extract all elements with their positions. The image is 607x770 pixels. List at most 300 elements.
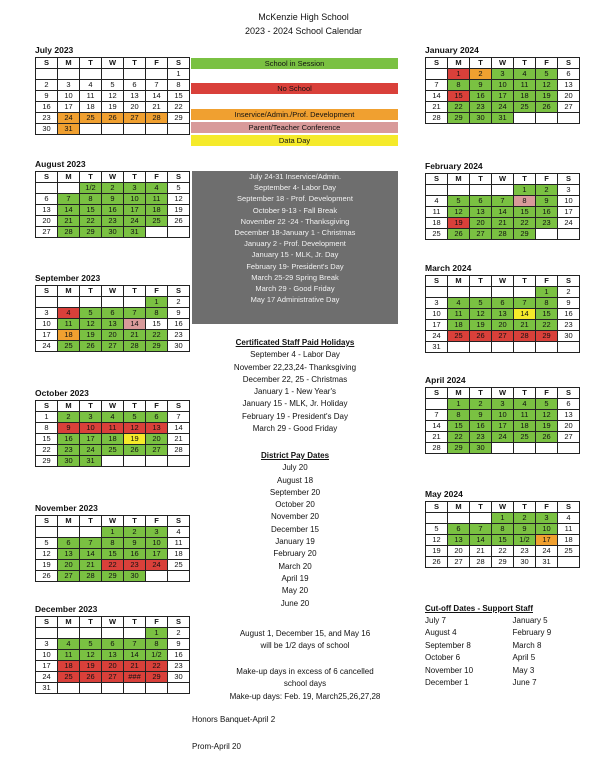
event-item: November 22 -24 - Thanksgiving — [240, 216, 350, 226]
week-row — [426, 229, 580, 240]
makeup-note — [195, 666, 415, 703]
day-cell: 11 — [80, 91, 102, 102]
day-cell: 8 — [80, 194, 102, 205]
day-cell: 5 — [168, 183, 190, 194]
day-cell: 15 — [492, 535, 514, 546]
day-cell: 3 — [58, 80, 80, 91]
weekday-label: T — [80, 401, 102, 412]
day-cell: 4 — [80, 80, 102, 91]
day-cell — [426, 287, 448, 298]
day-cell: 21 — [492, 218, 514, 229]
cutoff-date: July 7 — [425, 616, 446, 625]
month-title: May 2024 — [425, 489, 463, 499]
day-cell — [102, 69, 124, 80]
weekday-header — [36, 286, 190, 297]
week-row — [426, 546, 580, 557]
day-cell: 6 — [102, 308, 124, 319]
day-cell: 26 — [426, 557, 448, 568]
cutoff-row — [425, 615, 600, 627]
week-row — [36, 445, 190, 456]
day-cell: 9 — [124, 538, 146, 549]
month-title: April 2024 — [425, 375, 466, 385]
day-cell: 22 — [80, 216, 102, 227]
week-row — [36, 341, 190, 352]
weekday-label: T — [514, 174, 536, 185]
day-cell: 31 — [124, 227, 146, 238]
day-cell: 23 — [514, 546, 536, 557]
day-cell: 14 — [470, 535, 492, 546]
weekday-label: S — [168, 516, 190, 527]
month-sep — [35, 273, 190, 352]
week-row — [36, 330, 190, 341]
month-jan — [425, 45, 580, 124]
day-cell: 19 — [36, 560, 58, 571]
month-title: January 2024 — [425, 45, 479, 55]
day-cell: 20 — [124, 102, 146, 113]
day-cell: 21 — [426, 102, 448, 113]
day-cell: 21 — [514, 320, 536, 331]
weekday-label: W — [102, 172, 124, 183]
pay-date: March 20 — [278, 561, 312, 571]
day-cell: 24 — [558, 218, 580, 229]
day-cell: 1 — [168, 69, 190, 80]
day-cell: 30 — [470, 443, 492, 454]
day-cell: 20 — [146, 434, 168, 445]
day-cell: 6 — [146, 412, 168, 423]
month-grid — [425, 501, 580, 568]
weekday-label: F — [536, 502, 558, 513]
day-cell — [470, 342, 492, 353]
day-cell: 19 — [80, 661, 102, 672]
month-title: July 2023 — [35, 45, 74, 55]
day-cell: 14 — [426, 91, 448, 102]
day-cell: 16 — [558, 309, 580, 320]
day-cell: 24 — [492, 102, 514, 113]
week-row — [36, 69, 190, 80]
day-cell: 2 — [168, 628, 190, 639]
holiday-item: December 22, 25 - Christmas — [242, 374, 348, 384]
day-cell: 19 — [426, 546, 448, 557]
day-cell: 24 — [536, 546, 558, 557]
event-item: March 25-29 Spring Break — [251, 272, 339, 282]
weekday-label: S — [426, 174, 448, 185]
week-row — [426, 287, 580, 298]
weekday-label: F — [536, 388, 558, 399]
week-row — [36, 227, 190, 238]
day-cell: 13 — [58, 549, 80, 560]
week-row — [426, 513, 580, 524]
month-title: March 2024 — [425, 263, 472, 273]
day-cell: 9 — [470, 410, 492, 421]
day-cell: 13 — [558, 80, 580, 91]
day-cell: 28 — [426, 443, 448, 454]
day-cell: 22 — [146, 661, 168, 672]
event-item: February 19- President's Day — [246, 261, 344, 271]
day-cell — [80, 297, 102, 308]
day-cell: 19 — [448, 218, 470, 229]
day-cell: 20 — [558, 91, 580, 102]
day-cell — [514, 113, 536, 124]
day-cell: 1 — [146, 297, 168, 308]
day-cell: 31 — [58, 124, 80, 135]
week-row — [426, 102, 580, 113]
day-cell: 2 — [470, 399, 492, 410]
day-cell: 30 — [36, 124, 58, 135]
day-cell: 17 — [426, 320, 448, 331]
holiday-item: January 1 - New Year's — [253, 387, 336, 397]
month-title: February 2024 — [425, 161, 483, 171]
weekday-label: W — [102, 516, 124, 527]
weekday-label: S — [558, 276, 580, 287]
day-cell: 5 — [536, 399, 558, 410]
day-cell: 2 — [36, 80, 58, 91]
weekday-label: S — [36, 401, 58, 412]
day-cell: 15 — [514, 207, 536, 218]
weekday-header — [426, 58, 580, 69]
pay-date: January 19 — [275, 537, 315, 547]
day-cell — [36, 183, 58, 194]
weekday-label: W — [492, 276, 514, 287]
day-cell: 13 — [102, 319, 124, 330]
day-cell: 13 — [124, 91, 146, 102]
day-cell: 28 — [426, 113, 448, 124]
day-cell: 10 — [536, 524, 558, 535]
day-cell: 2 — [58, 412, 80, 423]
day-cell: 6 — [102, 639, 124, 650]
day-cell: 4 — [146, 183, 168, 194]
week-row — [426, 218, 580, 229]
day-cell: 23 — [536, 218, 558, 229]
month-title: September 2023 — [35, 273, 101, 283]
weekday-label: T — [470, 388, 492, 399]
day-cell: 4 — [514, 69, 536, 80]
day-cell: 1 — [536, 287, 558, 298]
day-cell: 22 — [514, 218, 536, 229]
week-row — [426, 320, 580, 331]
day-cell: 11 — [146, 194, 168, 205]
day-cell: 7 — [492, 196, 514, 207]
day-cell: 22 — [102, 560, 124, 571]
month-nov — [35, 503, 190, 582]
month-title: August 2023 — [35, 159, 86, 169]
pay-date: September 20 — [269, 487, 321, 497]
weekday-header — [426, 388, 580, 399]
legend-data-day: Data Day — [191, 135, 398, 146]
week-row — [426, 309, 580, 320]
day-cell: 11 — [168, 538, 190, 549]
day-cell: 6 — [470, 196, 492, 207]
week-row — [36, 560, 190, 571]
weekday-header — [426, 276, 580, 287]
day-cell: 10 — [124, 194, 146, 205]
day-cell — [448, 342, 470, 353]
makeup-line: Make-up days in excess of 6 cancelled — [236, 667, 374, 676]
day-cell — [448, 185, 470, 196]
day-cell — [536, 113, 558, 124]
day-cell: 6 — [492, 298, 514, 309]
cutoff-row — [425, 640, 600, 652]
month-mar — [425, 263, 580, 353]
day-cell: 6 — [36, 194, 58, 205]
week-row — [36, 113, 190, 124]
day-cell: 23 — [168, 661, 190, 672]
day-cell — [36, 69, 58, 80]
weekday-label: F — [146, 286, 168, 297]
week-row — [426, 399, 580, 410]
day-cell — [58, 183, 80, 194]
weekday-label: S — [168, 401, 190, 412]
weekday-label: T — [514, 58, 536, 69]
weekday-label: W — [492, 174, 514, 185]
cutoff-date: June 7 — [512, 677, 537, 687]
weekday-label: T — [124, 58, 146, 69]
week-row — [426, 535, 580, 546]
cutoff-title: Cut-off Dates - Support Staff — [425, 604, 533, 613]
day-cell: 11 — [514, 80, 536, 91]
day-cell: 5 — [470, 298, 492, 309]
day-cell: 3 — [492, 399, 514, 410]
day-cell: 30 — [168, 672, 190, 683]
day-cell: 16 — [124, 549, 146, 560]
day-cell: 11 — [58, 650, 80, 661]
day-cell: 3 — [492, 69, 514, 80]
day-cell: 12 — [124, 423, 146, 434]
day-cell: 19 — [80, 330, 102, 341]
day-cell: 4 — [102, 412, 124, 423]
day-cell: 30 — [470, 113, 492, 124]
day-cell: 10 — [36, 319, 58, 330]
day-cell — [536, 443, 558, 454]
weekday-label: S — [36, 286, 58, 297]
day-cell: 23 — [558, 320, 580, 331]
cutoff-date: May 3 — [512, 665, 535, 675]
day-cell: 28 — [124, 341, 146, 352]
day-cell: 8 — [536, 298, 558, 309]
day-cell: 3 — [146, 527, 168, 538]
day-cell — [80, 69, 102, 80]
day-cell — [492, 185, 514, 196]
day-cell: 10 — [80, 423, 102, 434]
day-cell: 25 — [514, 102, 536, 113]
weekday-header — [36, 401, 190, 412]
month-aug — [35, 159, 190, 238]
day-cell: 7 — [80, 538, 102, 549]
week-row — [36, 527, 190, 538]
day-cell — [80, 683, 102, 694]
day-cell: 4 — [448, 298, 470, 309]
event-item: January 2 - Prof. Development — [244, 239, 346, 249]
half-days-line: will be 1/2 days of school — [260, 641, 350, 651]
day-cell: 26 — [536, 432, 558, 443]
week-row — [36, 297, 190, 308]
day-cell: 24 — [492, 432, 514, 443]
month-title: December 2023 — [35, 604, 98, 614]
day-cell: 9 — [102, 194, 124, 205]
legend-in-session: School in Session — [191, 58, 398, 69]
week-row — [36, 308, 190, 319]
day-cell: 18 — [448, 320, 470, 331]
day-cell: 3 — [36, 639, 58, 650]
day-cell: 1/2 — [146, 650, 168, 661]
weekday-label: S — [426, 502, 448, 513]
day-cell — [558, 443, 580, 454]
day-cell: 29 — [448, 113, 470, 124]
event-item: December 18-January 1 - Christmas — [234, 227, 356, 237]
month-title: November 2023 — [35, 503, 98, 513]
day-cell: 25 — [558, 546, 580, 557]
day-cell: 25 — [448, 331, 470, 342]
day-cell: 20 — [558, 421, 580, 432]
day-cell: 1 — [36, 412, 58, 423]
day-cell: 13 — [448, 535, 470, 546]
day-cell — [124, 124, 146, 135]
day-cell: 29 — [146, 672, 168, 683]
month-grid — [425, 275, 580, 353]
week-row — [426, 196, 580, 207]
day-cell: 1 — [448, 399, 470, 410]
weekday-label: F — [146, 172, 168, 183]
day-cell: 2 — [124, 527, 146, 538]
weekday-label: W — [102, 286, 124, 297]
day-cell — [58, 69, 80, 80]
day-cell: 10 — [36, 650, 58, 661]
day-cell: 12 — [36, 549, 58, 560]
event-item: March 29 - Good Friday — [255, 283, 335, 293]
month-jul — [35, 45, 190, 135]
day-cell: 18 — [168, 549, 190, 560]
day-cell: 31 — [426, 342, 448, 353]
day-cell — [168, 227, 190, 238]
day-cell: 1/2 — [80, 183, 102, 194]
weekday-label: W — [492, 58, 514, 69]
day-cell: 11 — [514, 410, 536, 421]
day-cell: 12 — [102, 91, 124, 102]
month-grid — [35, 515, 190, 582]
day-cell — [448, 513, 470, 524]
day-cell: 8 — [102, 538, 124, 549]
week-row — [426, 207, 580, 218]
month-grid — [425, 173, 580, 240]
day-cell: 3 — [124, 183, 146, 194]
holiday-item: September 4 - Labor Day — [250, 350, 340, 360]
day-cell — [58, 628, 80, 639]
day-cell: 28 — [470, 557, 492, 568]
day-cell: 30 — [514, 557, 536, 568]
weekday-label: F — [146, 617, 168, 628]
weekday-label: S — [36, 617, 58, 628]
day-cell: 22 — [536, 320, 558, 331]
weekday-label: S — [426, 388, 448, 399]
day-cell — [58, 297, 80, 308]
day-cell — [102, 297, 124, 308]
event-item: January 15 - MLK, Jr. Day — [251, 250, 339, 260]
day-cell — [558, 557, 580, 568]
cutoff-date: January 5 — [512, 616, 548, 625]
day-cell: 5 — [80, 639, 102, 650]
makeup-line: school days — [283, 679, 327, 689]
half-days-line: August 1, December 15, and May 16 — [239, 629, 371, 638]
day-cell: 14 — [80, 549, 102, 560]
holidays-title: Certificated Staff Paid Holidays — [235, 338, 355, 347]
day-cell: 9 — [36, 91, 58, 102]
weekday-label: T — [124, 286, 146, 297]
day-cell: 12 — [168, 194, 190, 205]
cutoff-date: September 8 — [425, 640, 471, 650]
cutoff-date: December 1 — [425, 677, 469, 687]
day-cell: 17 — [492, 91, 514, 102]
holiday-item: November 22,23,24- Thanksgiving — [233, 362, 357, 372]
day-cell: 1 — [146, 628, 168, 639]
cutoff-row — [425, 627, 600, 639]
weekday-label: T — [514, 276, 536, 287]
day-cell: 8 — [36, 423, 58, 434]
day-cell: 2 — [168, 297, 190, 308]
week-row — [36, 205, 190, 216]
day-cell: 22 — [146, 330, 168, 341]
day-cell: 15 — [102, 549, 124, 560]
day-cell — [426, 399, 448, 410]
day-cell — [146, 124, 168, 135]
day-cell: 24 — [146, 560, 168, 571]
day-cell: 6 — [124, 80, 146, 91]
day-cell — [102, 628, 124, 639]
day-cell: 26 — [102, 113, 124, 124]
week-row — [426, 185, 580, 196]
day-cell: 23 — [58, 445, 80, 456]
day-cell: 23 — [470, 432, 492, 443]
day-cell — [470, 185, 492, 196]
events-box — [192, 171, 398, 324]
pay-dates-title: District Pay Dates — [260, 451, 330, 460]
day-cell: 21 — [58, 216, 80, 227]
week-row — [36, 549, 190, 560]
week-row — [426, 421, 580, 432]
day-cell — [168, 683, 190, 694]
day-cell: 16 — [36, 102, 58, 113]
day-cell: 25 — [426, 229, 448, 240]
day-cell — [470, 287, 492, 298]
day-cell: 7 — [514, 298, 536, 309]
day-cell: 9 — [536, 196, 558, 207]
weekday-label: F — [536, 276, 558, 287]
day-cell — [36, 527, 58, 538]
weekday-label: M — [448, 276, 470, 287]
day-cell: 24 — [426, 331, 448, 342]
day-cell: 7 — [58, 194, 80, 205]
weekday-label: M — [448, 388, 470, 399]
cutoff-date: March 8 — [512, 640, 542, 650]
day-cell: 24 — [58, 113, 80, 124]
day-cell — [124, 297, 146, 308]
day-cell: 17 — [492, 421, 514, 432]
day-cell — [80, 527, 102, 538]
weekday-label: T — [124, 172, 146, 183]
day-cell: 14 — [514, 309, 536, 320]
day-cell: 18 — [58, 661, 80, 672]
day-cell: 8 — [514, 196, 536, 207]
day-cell: 6 — [448, 524, 470, 535]
weekday-label: T — [124, 516, 146, 527]
day-cell: 28 — [168, 445, 190, 456]
day-cell: 20 — [102, 330, 124, 341]
day-cell — [36, 628, 58, 639]
day-cell — [448, 287, 470, 298]
day-cell: 27 — [448, 557, 470, 568]
day-cell: 28 — [514, 331, 536, 342]
day-cell: 13 — [492, 309, 514, 320]
day-cell: 26 — [124, 445, 146, 456]
day-cell: 3 — [426, 298, 448, 309]
